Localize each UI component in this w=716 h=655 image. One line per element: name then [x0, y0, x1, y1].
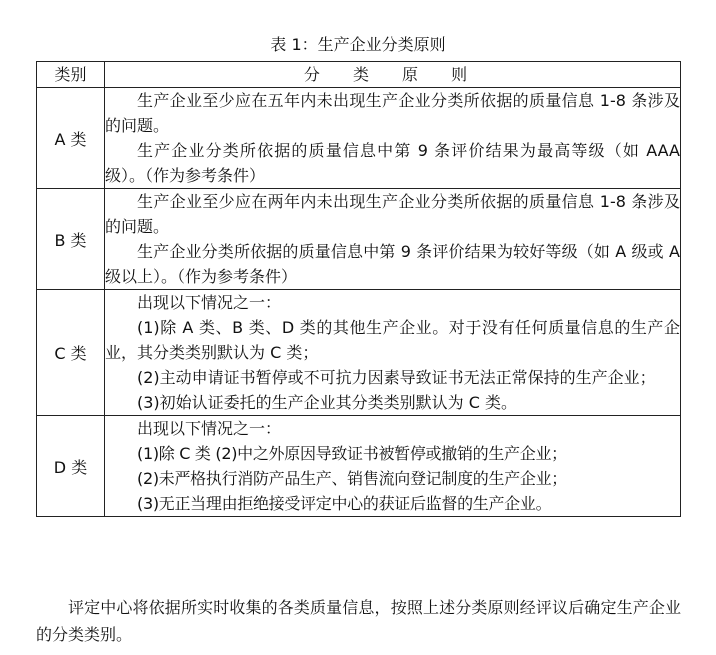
classification-table	[36, 61, 681, 517]
principle-line: (1)除 A 类、B 类、D 类的其他生产企业。对于没有任何质量信息的生产企业，其分类类别默认为 C 类；	[105, 318, 680, 362]
principle-line: (3)无正当理由拒绝接受评定中心的获证后监督的生产企业。	[137, 494, 552, 513]
principle-cell-b	[105, 189, 681, 290]
principle-line: 出现以下情况之一：	[137, 419, 282, 438]
principle-cell-a	[105, 88, 681, 189]
category-cell-d: D 类	[37, 416, 105, 517]
principle-line: (2)未严格执行消防产品生产、销售流向登记制度的生产企业；	[137, 469, 567, 488]
table-header-row	[37, 62, 681, 88]
principle-line: (1)除 C 类 (2)中之外原因导致证书被暂停或撤销的生产企业；	[137, 444, 567, 463]
principle-cell-d	[105, 416, 681, 517]
principle-line: 出现以下情况之一：	[137, 293, 282, 312]
footer-paragraph: 评定中心将依据所实时收集的各类质量信息，按照上述分类原则经评议后确定生产企业的分类类别。	[36, 598, 681, 644]
category-cell-a: A 类	[37, 88, 105, 189]
header-principle: 分 类 原 则	[105, 62, 681, 88]
table-row-d	[37, 416, 681, 517]
principle-line: 生产企业分类所依据的质量信息中第 9 条评价结果为较好等级（如 A 级或 A 级以上）。（作为参考条件）	[105, 242, 680, 286]
principle-line: (3)初始认证委托的生产企业其分类类别默认为 C 类。	[137, 393, 518, 412]
principle-line: 生产企业至少应在两年内未出现生产企业分类所依据的质量信息 1-8 条涉及的问题。	[105, 192, 680, 236]
principle-line: (2)主动申请证书暂停或不可抗力因素导致证书无法正常保持的生产企业；	[137, 368, 656, 387]
table-row-a	[37, 88, 681, 189]
category-cell-b: B 类	[37, 189, 105, 290]
table-row-c	[37, 290, 681, 416]
table-row-b	[37, 189, 681, 290]
principle-line: 生产企业分类所依据的质量信息中第 9 条评价结果为最高等级（如 AAA 级）。（作为参考条件）	[105, 141, 680, 185]
principle-line: 生产企业至少应在五年内未出现生产企业分类所依据的质量信息 1-8 条涉及的问题。	[105, 91, 680, 135]
header-category: 类别	[37, 62, 105, 88]
category-cell-c: C 类	[37, 290, 105, 416]
table-caption: 表 1：生产企业分类原则	[270, 35, 446, 54]
principle-cell-c	[105, 290, 681, 416]
